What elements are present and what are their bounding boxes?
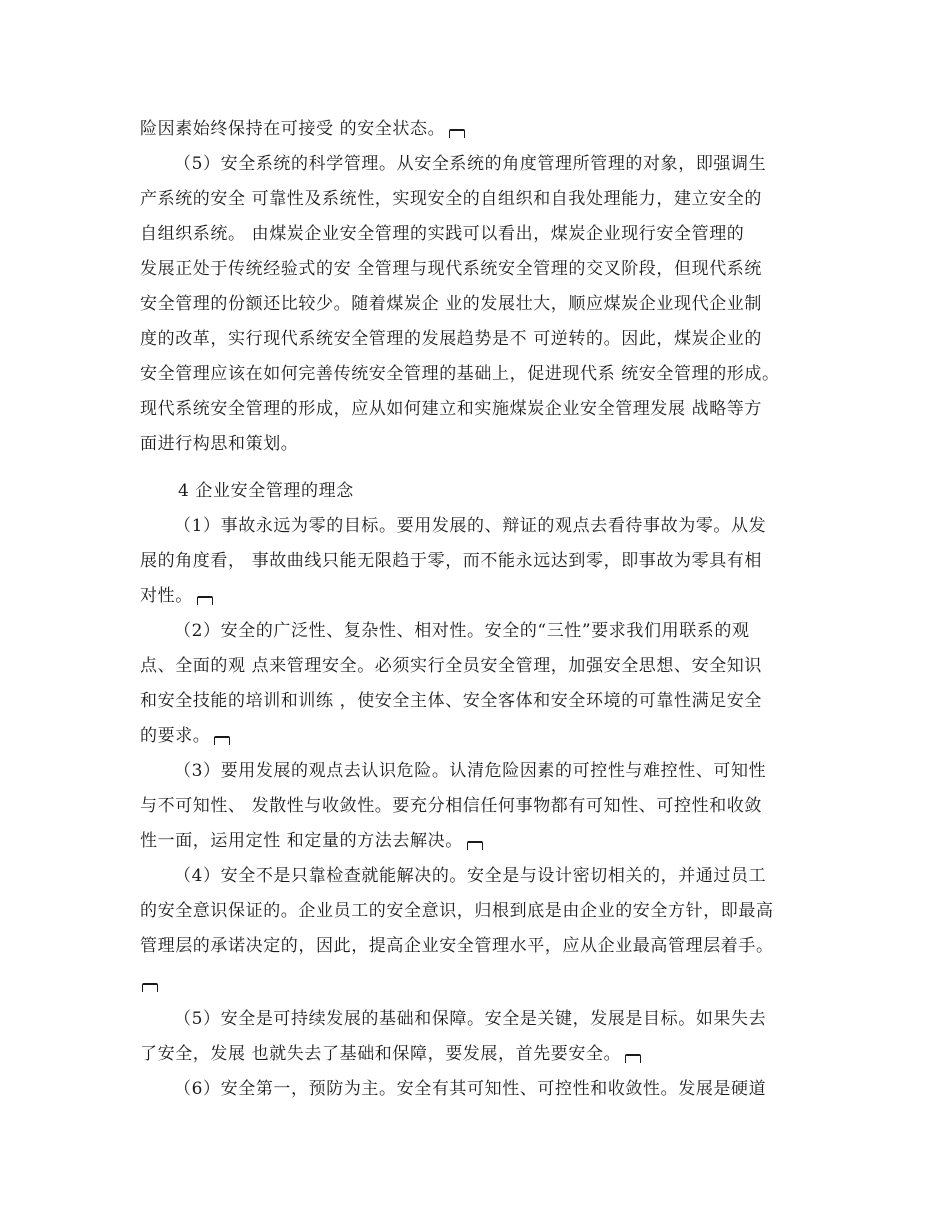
text-line: 性一面，运用定性 和定量的方法去解决。 [140, 829, 840, 853]
paragraph-mark-icon [142, 983, 158, 992]
section-heading: 4 企业安全管理的理念 [178, 481, 354, 501]
paragraph-mark-icon [197, 596, 213, 605]
text-line: 管理层的承诺决定的，因此，提高企业安全管理水平，应从企业最高管理层着手。 [140, 936, 774, 956]
text-line: 自组织系统。 由煤炭企业安全管理的实践可以看出，煤炭企业现行安全管理的 [140, 224, 745, 244]
text-line: 安全管理应该在如何完善传统安全管理的基础上，促进现代系 统安全管理的形成。 [140, 364, 780, 384]
text-line: 面进行构思和策划。 [140, 434, 299, 454]
text-line: 对性。 [140, 584, 840, 608]
text-line: （1）事故永远为零的目标。要用发展的、辩证的观点去看待事故为零。从发 [174, 516, 767, 536]
text-line: 发展正处于传统经验式的安 全管理与现代系统安全管理的交叉阶段，但现代系统 [140, 259, 763, 279]
text-line: 的要求。 [140, 724, 840, 748]
paragraph-mark-icon [467, 841, 483, 850]
text-line: 点、全面的观 点来管理安全。必须实行全员安全管理，加强安全思想、安全知识 [140, 656, 763, 676]
text-line: 险因素始终保持在可接受 的安全状态。 [140, 117, 840, 141]
text-line: 的安全意识保证的。企业员工的安全意识，归根到底是由企业的安全方针，即最高 [140, 901, 774, 921]
text-line: 展的角度看， 事故曲线只能无限趋于零，而不能永远达到零，即事故为零具有相 [140, 551, 763, 571]
paragraph-mark-icon [214, 736, 230, 745]
text-line: （6）安全第一，预防为主。安全有其可知性、可控性和收敛性。发展是硬道 [174, 1079, 767, 1099]
paragraph-mark-icon [449, 129, 465, 138]
paragraph-mark-icon [625, 1054, 641, 1063]
text-line: 与不可知性、 发散性与收敛性。要充分相信任何事物都有可知性、可控性和收敛 [140, 796, 763, 816]
text-line: 产系统的安全 可靠性及系统性，实现安全的自组织和自我处理能力，建立安全的 [140, 189, 763, 209]
text-line: （5）安全是可持续发展的基础和保障。安全是关键，发展是目标。如果失去 [174, 1009, 767, 1029]
text-line: （3）要用发展的观点去认识危险。认清危险因素的可控性与难控性、可知性 [174, 761, 767, 781]
text-line: （2）安全的广泛性、复杂性、相对性。安全的“三性”要求我们用联系的观 [174, 621, 750, 641]
text-line: 和安全技能的培训和训练 ，使安全主体、安全客体和安全环境的可靠性满足安全 [140, 691, 763, 711]
text-line: 安全管理的份额还比较少。随着煤炭企 业的发展壮大，顺应煤炭企业现代企业制 [140, 294, 763, 314]
text-line: 度的改革，实行现代系统安全管理的发展趋势是不 可逆转的。因此，煤炭企业的 [140, 329, 763, 349]
text-line: 了安全，发展 也就失去了基础和保障，要发展，首先要安全。 [140, 1042, 840, 1066]
text-line: 现代系统安全管理的形成，应从如何建立和实施煤炭企业安全管理发展 战略等方 [140, 399, 763, 419]
text-line: （4）安全不是只靠检查就能解决的。安全是与设计密切相关的，并通过员工 [174, 866, 767, 886]
text-line: （5）安全系统的科学管理。从安全系统的角度管理所管理的对象，即强调生 [174, 154, 767, 174]
